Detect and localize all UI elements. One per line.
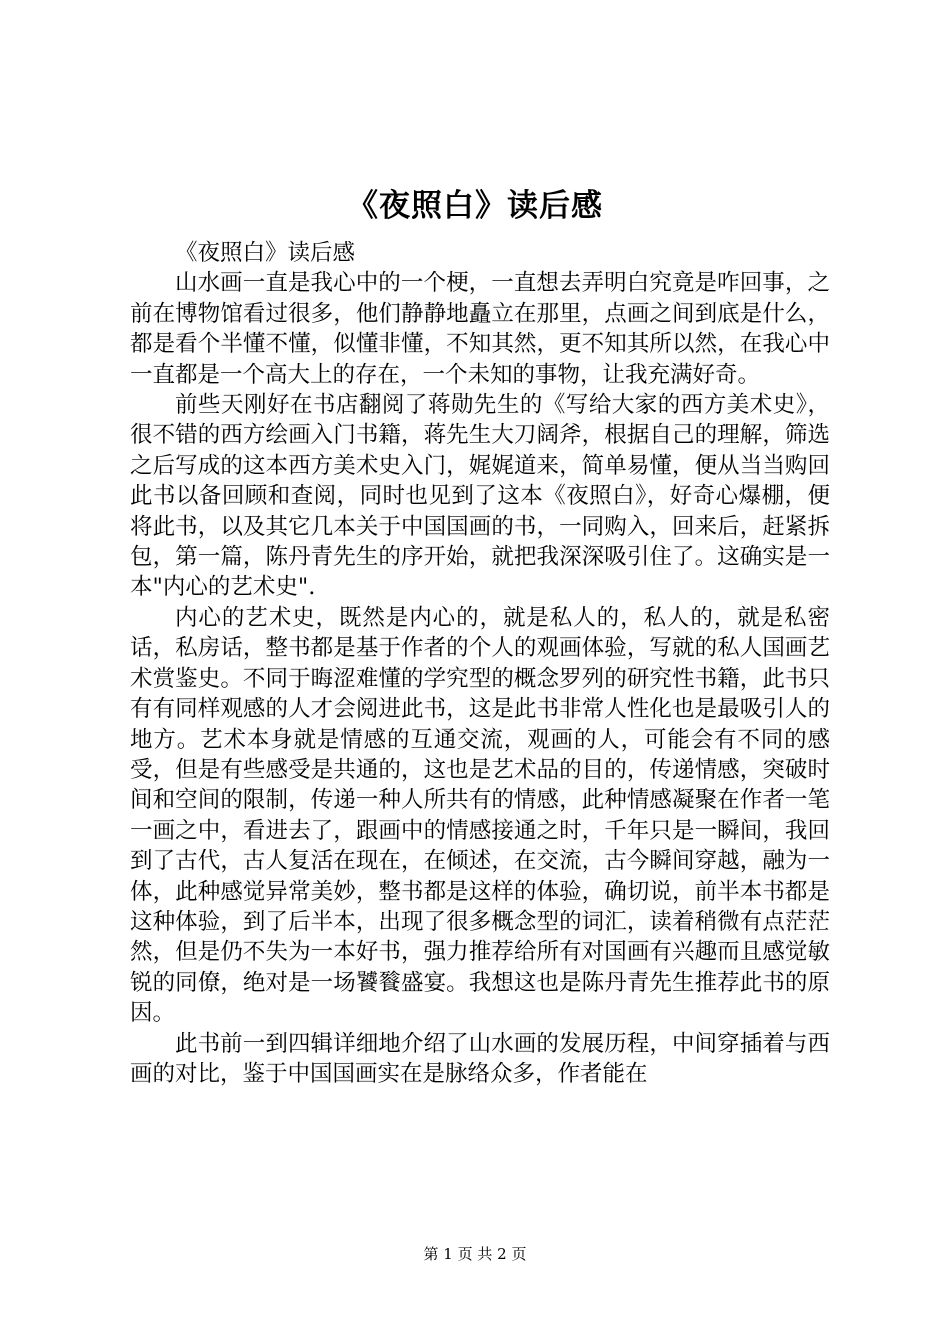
paragraph-subtitle: 《夜照白》读后感	[175, 240, 356, 266]
document-body	[130, 238, 830, 1089]
paragraph: 前些天刚好在书店翻阅了蒋勋先生的《写给大家的西方美术史》，很不错的西方绘画入门书籍，蒋先生大刀阔斧，根据自己的理解，筛选之后写成的这本西方美术史入门，娓娓道来，简单易懂，便从当当购回此书以备回顾和查阅，同时也见到了这本《夜照白》，好奇心爆棚，便将此书，以及其它几本关于中国国画的书，一同购入，回来后，赶紧拆包，第一篇，陈丹青先生的序开始，就把我深深吸引住了。这确实是一本"内心的艺术史".	[130, 392, 830, 601]
paragraph: 山水画一直是我心中的一个梗，一直想去弄明白究竟是咋回事，之前在博物馆看过很多，他们静静地矗立在那里，点画之间到底是什么，都是看个半懂不懂，似懂非懂，不知其然，更不知其所以然，在我心中一直都是一个高大上的存在，一个未知的事物，让我充满好奇。	[130, 270, 830, 388]
paragraph: 此书前一到四辑详细地介绍了山水画的发展历程，中间穿插着与西画的对比，鉴于中国国画实在是脉络众多，作者能在	[130, 1030, 830, 1087]
document-title: 《夜照白》读后感	[347, 188, 603, 224]
page-number-footer: 第 1 页 共 2 页	[423, 1245, 527, 1263]
paragraph: 内心的艺术史，既然是内心的，就是私人的，私人的，就是私密话，私房话，整书都是基于作者的个人的观画体验，写就的私人国画艺术赏鉴史。不同于晦涩难懂的学究型的概念罗列的研究性书籍，此书只有有同样观感的人才会阅进此书，这是此书非常人性化也是最吸引人的地方。艺术本身就是情感的互通交流，观画的人，可能会有不同的感受，但是有些感受是共通的，这也是艺术品的目的，传递情感，突破时间和空间的限制，传递一种人所共有的情感，此种情感凝聚在作者一笔一画之中，看进去了，跟画中的情感接通之时，千年只是一瞬间，我回到了古代，古人复活在现在，在倾述，在交流，古今瞬间穿越，融为一体，此种感觉异常美妙，整书都是这样的体验，确切说，前半本书都是这种体验，到了后半本，出现了很多概念型的词汇，读着稍微有点茫茫然，但是仍不失为一本好书，强力推荐给所有对国画有兴趣而且感觉敏锐的同僚，绝对是一场饕餮盛宴。我想这也是陈丹青先生推荐此书的原因。	[130, 604, 830, 1027]
